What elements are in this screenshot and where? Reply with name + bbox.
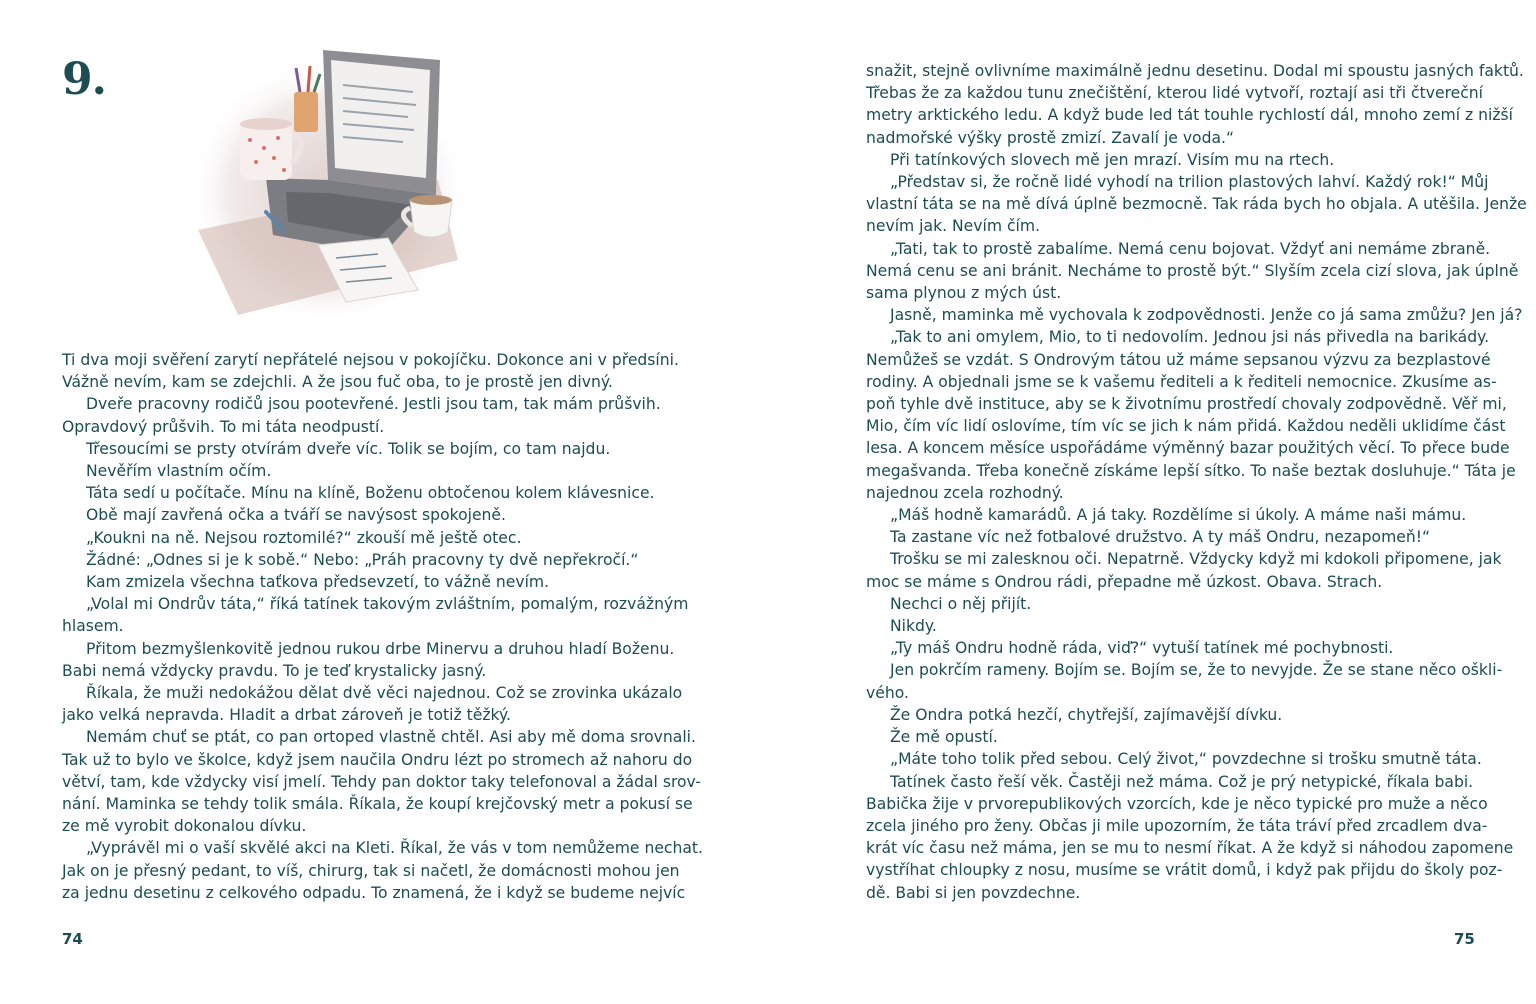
paragraph-line: rodiny. A objednali jsme se k vašemu řediteli a k řediteli nemocnice. Zkusíme as- (866, 372, 1497, 391)
paragraph-line: Žádné: „Odnes si je k sobě.“ Nebo: „Práh pracovny ty dvě nepřekročí.“ (86, 550, 639, 569)
paragraph-line: „Vyprávěl mi o vaší skvělé akci na Kleti. Říkal, že vás v tom nemůžeme nechat. (86, 839, 704, 858)
paragraph-line: „Koukni na ně. Nejsou roztomilé?“ zkouší mě ještě otec. (86, 528, 522, 547)
paragraph-line: nevím jak. Nevím čím. (866, 217, 1041, 236)
paragraph-line: Nevěřím vlastním očím. (86, 462, 272, 481)
paragraph-line: Nikdy. (890, 617, 937, 636)
chapter-number: 9. (62, 54, 106, 105)
paragraph-line: Opravdový průšvih. To mi táta neodpustí. (62, 417, 385, 436)
paragraph-line: Přitom bezmyšlenkovitě jednou rukou drbe Minervu a druhou hladí Boženu. (86, 639, 675, 658)
paragraph-line: sama plynou z mých úst. (866, 284, 1062, 303)
laptop-display (331, 60, 430, 178)
paragraph-line: Trošku se mi zalesknou oči. Nepatrně. Vždycky když mi kdokoli připomene, jak (890, 550, 1502, 569)
paragraph-line: snažit, stejně ovlivníme maximálně jednu desetinu. Dodal mi spoustu jasných faktů. (866, 62, 1524, 80)
paragraph-line: za jednu desetinu z celkového odpadu. To znamená, že i když se budeme nejvíc (62, 883, 686, 902)
paragraph-line: krát víc času než máma, jen se mu to nesmí říkat. A že když si náhodou zapomene (866, 839, 1514, 858)
paragraph-line: vlastní táta se na mě dívá úplně bezmocně. Tak ráda bych ho objala. A utěšila. Jenže (866, 195, 1527, 214)
paragraph-line: megašvanda. Třeba konečně získáme lepší sítko. To naše beztak dosluhuje.“ Táta je (866, 461, 1516, 480)
paragraph-line: Ti dva moji svěření zarytí nepřátelé nejsou v pokojíčku. Dokonce ani v předsíni. (62, 351, 679, 369)
laptop-desk-illustration (178, 30, 468, 320)
paragraph-line: Mio, čím víc lidí oslovíme, tím víc se jich k nám přidá. Každou neděli uklidíme část (866, 417, 1506, 436)
paragraph-line: Tak už to bylo ve školce, když jsem naučila Ondru lézt po stromech až nahoru do (62, 750, 693, 769)
paragraph-line: hlasem. (62, 617, 124, 636)
paragraph-line: vystříhat chloupky z nosu, musíme se vrátit domů, i když pak přijdu do školy poz- (866, 861, 1503, 880)
cup-right (410, 200, 452, 237)
paragraph-line: vého. (866, 683, 909, 702)
paragraph-line: Tatínek často řeší věk. Častěji než máma. Což je prý netypické, říkala babi. (890, 772, 1474, 791)
paragraph-line: „Volal mi Ondrův táta,“ říká tatínek takovým zvláštním, pomalým, rozvážným (86, 595, 689, 614)
paragraph-line: „Představ si, že ročně lidé vyhodí na trilion plastových lahví. Každý rok!“ Můj (890, 173, 1489, 192)
paragraph-line: Že Ondra potká hezčí, chytřejší, zajímavější dívku. (890, 705, 1283, 724)
paragraph-line: Babička žije v prvorepublikových vzorcích, kde je něco typické pro muže a něco (866, 794, 1488, 813)
paragraph-line: Obě mají zavřená očka a tváří se navýsost spokojeně. (86, 506, 506, 525)
paragraph-line: „Tak to ani omylem, Mio, to ti nedovolím. Jednou jsi nás přivedla na barikády. (890, 328, 1490, 347)
page-number-right: 75 (1454, 930, 1475, 948)
paragraph-line: Táta sedí u počítače. Mínu na klíně, Boženu obtočenou kolem klávesnice. (86, 484, 655, 503)
paragraph-line: Při tatínkových slovech mě jen mrazí. Visím mu na rtech. (890, 150, 1335, 169)
pencil-cup (294, 92, 318, 132)
paragraph-line: Nemám chuť se ptát, co pan ortoped vlastně chtěl. Asi aby mě doma srovnali. (86, 728, 696, 747)
paragraph-line: „Máte toho tolik před sebou. Celý život,“ povzdechne si trošku smutně táta. (890, 750, 1482, 769)
paragraph-line: Říkala, že muži nedokážou dělat dvě věci najednou. Což se zrovinka ukázalo (86, 684, 683, 703)
paragraph-line: Nemá cenu se ani bránit. Necháme to prostě být.“ Slyším zcela cizí slova, jak úplně (866, 261, 1519, 280)
paragraph-line: Nemůžeš se vzdát. S Ondrovým tátou už máme sepsanou výzvu za bezplastové (866, 350, 1491, 369)
paragraph-line: zcela jiného pro ženy. Občas ji mile upozorním, že táta tráví před zrcadlem dva- (866, 816, 1488, 835)
paragraph-line: Jak on je přesný pedant, to víš, chirurg, tak si načetl, že domácnosti mohou jen (62, 861, 680, 880)
paragraph-line: dě. Babi si jen povzdechne. (866, 883, 1081, 902)
paragraph-line: Vážně nevím, kam se zdejchli. A že jsou fuč oba, to je prostě jen divný. (62, 373, 613, 392)
paragraph-line: Třesoucími se prsty otvírám dveře víc. Tolik se bojím, co tam najdu. (86, 439, 611, 458)
paragraph-line: moc se máme s Ondrou rádi, přepadne mě úzkost. Obava. Strach. (866, 572, 1383, 591)
paragraph-line: Že mě opustí. (890, 728, 998, 747)
paragraph-line: „Máš hodně kamarádů. A já taky. Rozdělíme si úkoly. A máme naši mámu. (890, 506, 1467, 525)
paragraph-line: Třebas že za každou tunu znečištění, kterou lidé vytvoří, roztají asi tři čtvereční (866, 84, 1484, 103)
paragraph-line: metry arktického ledu. A když bude led tát touhle rychlostí dál, mnoho zemí z nižší (866, 106, 1514, 125)
right-page-text (866, 60, 1527, 904)
paragraph-line: jako velká nepravda. Hladit a drbat zároveň je totiž těžký. (62, 706, 511, 725)
paragraph-line: lesa. A koncem měsíce uspořádáme výměnný bazar použitých věcí. To přece bude (866, 439, 1510, 458)
paragraph-line: Dveře pracovny rodičů jsou pootevřené. Jestli jsou tam, tak mám průšvih. (86, 395, 661, 414)
paragraph-line: nání. Maminka se tehdy tolik smála. Říkala, že koupí krejčovský metr a pokusí se (62, 795, 693, 814)
paragraph-line: najednou zcela rozhodný. (866, 483, 1064, 502)
left-page-text (62, 349, 704, 904)
paragraph-line: nadmořské výšky prostě zmizí. Zavalí je voda.“ (866, 128, 1235, 147)
paragraph-line: Jen pokrčím rameny. Bojím se. Bojím se, že to nevyjde. Že se stane něco ošklі- (890, 661, 1503, 680)
paragraph-line: „Tati, tak to prostě zabalíme. Nemá cenu bojovat. Vždyť ani nemáme zbraně. (890, 239, 1491, 258)
paragraph-line: Ta zastane víc než fotbalové družstvo. A ty máš Ondru, nezapomeň!“ (890, 528, 1431, 547)
paragraph-line: „Ty máš Ondru hodně ráda, viď?“ vytuší tatínek mé pochybnosti. (890, 639, 1394, 658)
paragraph-line: Babi nemá vždycky pravdu. To je teď krystalicky jasný. (62, 661, 487, 680)
paragraph-line: Nechci o něj přijít. (890, 594, 1032, 613)
paragraph-line: Kam zmizela všechna taťkova předsevzetí, to vážně nevím. (86, 573, 550, 592)
paragraph-line: poň tyhle dvě instituce, aby se k životnímu prostředí chovaly zodpovědně. Věř mi, (866, 395, 1507, 414)
paragraph-line: Jasně, maminka mě vychovala k zodpovědnosti. Jenže co já sama zmůžu? Jen já? (890, 306, 1523, 325)
page-number-left: 74 (62, 930, 83, 948)
paragraph-line: ze mě vyrobit dokonalou dívku. (62, 817, 307, 836)
paragraph-line: větví, tam, kde vždycky visí jmelí. Tehdy pan doktor taky telefonoval a žádal srov- (62, 772, 701, 791)
